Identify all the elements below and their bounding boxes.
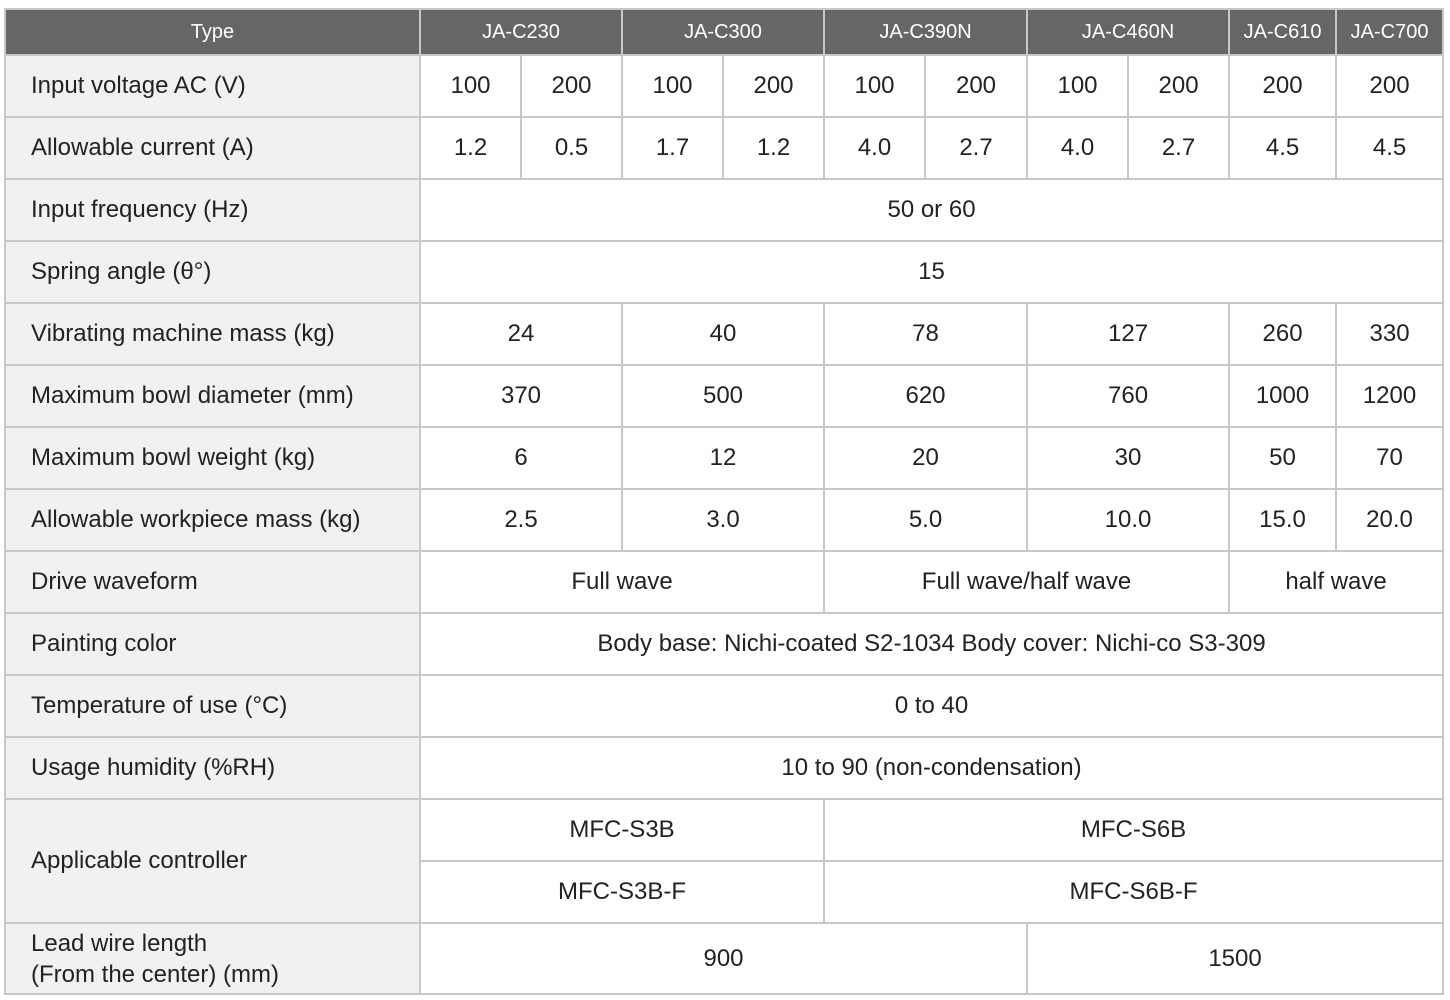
- cell-value: 4.5: [1229, 117, 1336, 179]
- header-model-ja-c390n: JA-C390N: [824, 9, 1027, 55]
- row-label: Temperature of use (°C): [5, 675, 420, 737]
- row-bowl-diameter: [5, 365, 1443, 427]
- row-label-line1: Lead wire length: [31, 929, 208, 957]
- row-label-line2: (From the center) (mm): [31, 960, 280, 988]
- cell-value: MFC-S3B: [420, 799, 824, 861]
- header-type: Type: [5, 9, 420, 55]
- row-label: Applicable controller: [5, 799, 420, 923]
- header-model-ja-c700: JA-C700: [1336, 9, 1443, 55]
- cell-value: 2.7: [925, 117, 1027, 179]
- cell-value: 100: [622, 55, 723, 117]
- cell-value: 20.0: [1336, 489, 1443, 551]
- cell-value: 200: [1128, 55, 1229, 117]
- row-label: Drive waveform: [5, 551, 420, 613]
- cell-value: 370: [420, 365, 622, 427]
- cell-value: 4.5: [1336, 117, 1443, 179]
- row-label: [5, 923, 420, 994]
- row-temperature: [5, 675, 1443, 737]
- cell-value: Body base: Nichi-coated S2-1034 Body cover: Nichi-co S3-309: [420, 613, 1443, 675]
- cell-value: 78: [824, 303, 1027, 365]
- cell-value: 10.0: [1027, 489, 1229, 551]
- cell-value: 1000: [1229, 365, 1336, 427]
- row-spring-angle: [5, 241, 1443, 303]
- cell-value: 900: [420, 923, 1027, 994]
- cell-value: 1200: [1336, 365, 1443, 427]
- row-label: Allowable workpiece mass (kg): [5, 489, 420, 551]
- header-row: [5, 9, 1443, 55]
- cell-value: MFC-S6B: [824, 799, 1443, 861]
- row-label: Maximum bowl weight (kg): [5, 427, 420, 489]
- cell-value: 1.2: [420, 117, 521, 179]
- spec-table: [4, 8, 1444, 995]
- cell-value: MFC-S3B-F: [420, 861, 824, 923]
- row-label: Painting color: [5, 613, 420, 675]
- cell-value: 1.7: [622, 117, 723, 179]
- row-input-frequency: [5, 179, 1443, 241]
- cell-value: 620: [824, 365, 1027, 427]
- cell-value: 1.2: [723, 117, 824, 179]
- cell-value: half wave: [1229, 551, 1443, 613]
- cell-value: 50: [1229, 427, 1336, 489]
- cell-value: Full wave/half wave: [824, 551, 1229, 613]
- cell-value: 20: [824, 427, 1027, 489]
- cell-value: MFC-S6B-F: [824, 861, 1443, 923]
- row-label: Allowable current (A): [5, 117, 420, 179]
- row-controller: [5, 799, 1443, 861]
- cell-value: Full wave: [420, 551, 824, 613]
- row-humidity: [5, 737, 1443, 799]
- cell-value: 1500: [1027, 923, 1443, 994]
- cell-value: 30: [1027, 427, 1229, 489]
- cell-value: 200: [1229, 55, 1336, 117]
- row-input-voltage: [5, 55, 1443, 117]
- cell-value: 200: [723, 55, 824, 117]
- cell-value: 200: [1336, 55, 1443, 117]
- cell-value: 15: [420, 241, 1443, 303]
- cell-value: 760: [1027, 365, 1229, 427]
- header-model-ja-c460n: JA-C460N: [1027, 9, 1229, 55]
- cell-value: 330: [1336, 303, 1443, 365]
- row-label: Input voltage AC (V): [5, 55, 420, 117]
- row-label: Usage humidity (%RH): [5, 737, 420, 799]
- row-painting-color: [5, 613, 1443, 675]
- header-model-ja-c300: JA-C300: [622, 9, 824, 55]
- cell-value: 5.0: [824, 489, 1027, 551]
- cell-value: 40: [622, 303, 824, 365]
- cell-value: 500: [622, 365, 824, 427]
- row-bowl-weight: [5, 427, 1443, 489]
- cell-value: 100: [824, 55, 925, 117]
- cell-value: 15.0: [1229, 489, 1336, 551]
- cell-value: 50 or 60: [420, 179, 1443, 241]
- row-label: Input frequency (Hz): [5, 179, 420, 241]
- cell-value: 200: [925, 55, 1027, 117]
- cell-value: 2.7: [1128, 117, 1229, 179]
- cell-value: 6: [420, 427, 622, 489]
- row-label: Spring angle (θ°): [5, 241, 420, 303]
- row-label: Maximum bowl diameter (mm): [5, 365, 420, 427]
- cell-value: 10 to 90 (non-condensation): [420, 737, 1443, 799]
- header-model-ja-c610: JA-C610: [1229, 9, 1336, 55]
- cell-value: 100: [1027, 55, 1128, 117]
- row-workpiece-mass: [5, 489, 1443, 551]
- cell-value: 0 to 40: [420, 675, 1443, 737]
- cell-value: 24: [420, 303, 622, 365]
- cell-value: 100: [420, 55, 521, 117]
- cell-value: 200: [521, 55, 622, 117]
- cell-value: 4.0: [1027, 117, 1128, 179]
- cell-value: 3.0: [622, 489, 824, 551]
- row-drive-waveform: [5, 551, 1443, 613]
- row-lead-wire: [5, 923, 1443, 994]
- cell-value: 2.5: [420, 489, 622, 551]
- row-machine-mass: [5, 303, 1443, 365]
- row-label: Vibrating machine mass (kg): [5, 303, 420, 365]
- header-model-ja-c230: JA-C230: [420, 9, 622, 55]
- cell-value: 127: [1027, 303, 1229, 365]
- cell-value: 12: [622, 427, 824, 489]
- cell-value: 4.0: [824, 117, 925, 179]
- row-allowable-current: [5, 117, 1443, 179]
- cell-value: 70: [1336, 427, 1443, 489]
- cell-value: 0.5: [521, 117, 622, 179]
- cell-value: 260: [1229, 303, 1336, 365]
